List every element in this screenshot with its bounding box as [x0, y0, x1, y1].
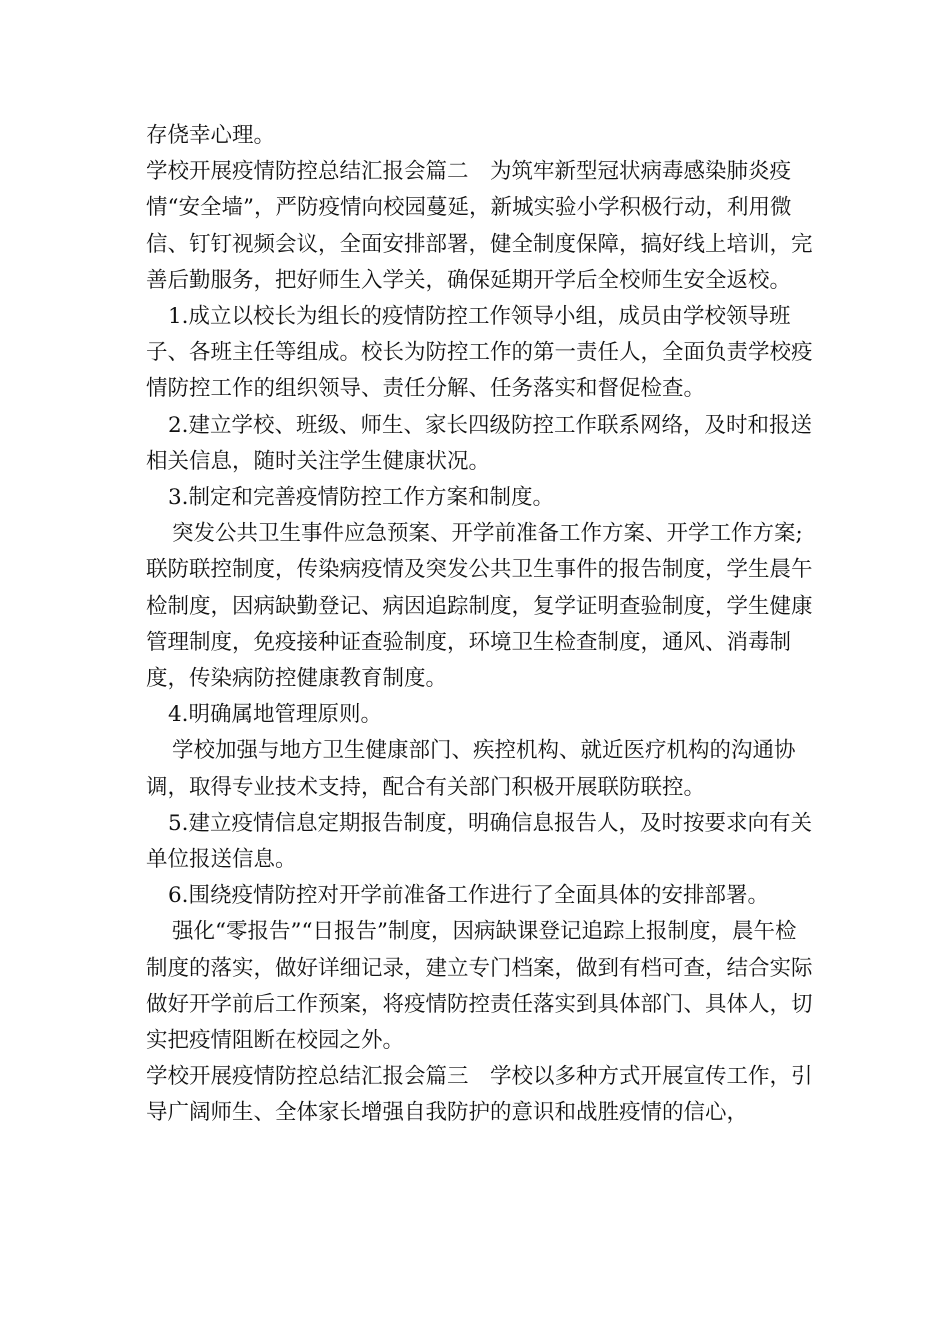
document-body: [146, 118, 816, 1132]
paragraph-7: 4.明确属地管理原则。: [168, 702, 383, 728]
paragraph-6: 突发公共卫生事件应急预案、开学前准备工作方案、开学工作方案;联防联控制度，传染病疫情及突发公共卫生事件的报告制度，学生晨午检制度，因病缺勤登记、病因追踪制度，复学证明查验制度，学生健康管理制度，免疫接种证查验制度，环境卫生检查制度，通风、消毒制度，传染病防控健康教育制度。: [146, 521, 813, 692]
paragraph-11: 强化“零报告”“日报告”制度，因病缺课登记追踪上报制度，晨午检制度的落实，做好详细记录，建立专门档案，做到有档可查，结合实际做好开学前后工作预案，将疫情防控责任落实到具体部门、具体人，切实把疫情阻断在校园之外。: [146, 919, 813, 1054]
paragraph-4: 2.建立学校、班级、师生、家长四级防控工作联系网络，及时和报送相关信息，随时关注学生健康状况。: [146, 412, 813, 474]
paragraph-8: 学校加强与地方卫生健康部门、疾控机构、就近医疗机构的沟通协调，取得专业技术支持，配合有关部门积极开展联防联控。: [146, 738, 796, 800]
paragraph-1: 存侥幸心理。: [146, 123, 276, 148]
paragraph-9: 5.建立疫情信息定期报告制度，明确信息报告人，及时按要求向有关单位报送信息。: [146, 810, 813, 873]
paragraph-5: 3.制定和完善疫情防控工作方案和制度。: [168, 485, 555, 511]
paragraph-2: 学校开展疫情防控总结汇报会篇二 为筑牢新型冠状病毒感染肺炎疫情“安全墙”，严防疫情向校园蔓延，新城实验小学积极行动，利用微信、钉钉视频会议，全面安排部署，健全制度保障，搞好线上培训，完善后勤服务，把好师生入学关，确保延期开学后全校师生安全返校。: [146, 159, 813, 293]
paragraph-12: 学校开展疫情防控总结汇报会篇三 学校以多种方式开展宣传工作，引导广阔师生、全体家长增强自我防护的意识和战胜疫情的信心，: [146, 1064, 813, 1126]
paragraph-3: 1.成立以校长为组长的疫情防控工作领导小组，成员由学校领导班子、各班主任等组成。校长为防控工作的第一责任人，全面负责学校疫情防控工作的组织领导、责任分解、任务落实和督促检查。: [146, 304, 813, 402]
paragraph-10: 6.围绕疫情防控对开学前准备工作进行了全面具体的安排部署。: [168, 883, 770, 909]
